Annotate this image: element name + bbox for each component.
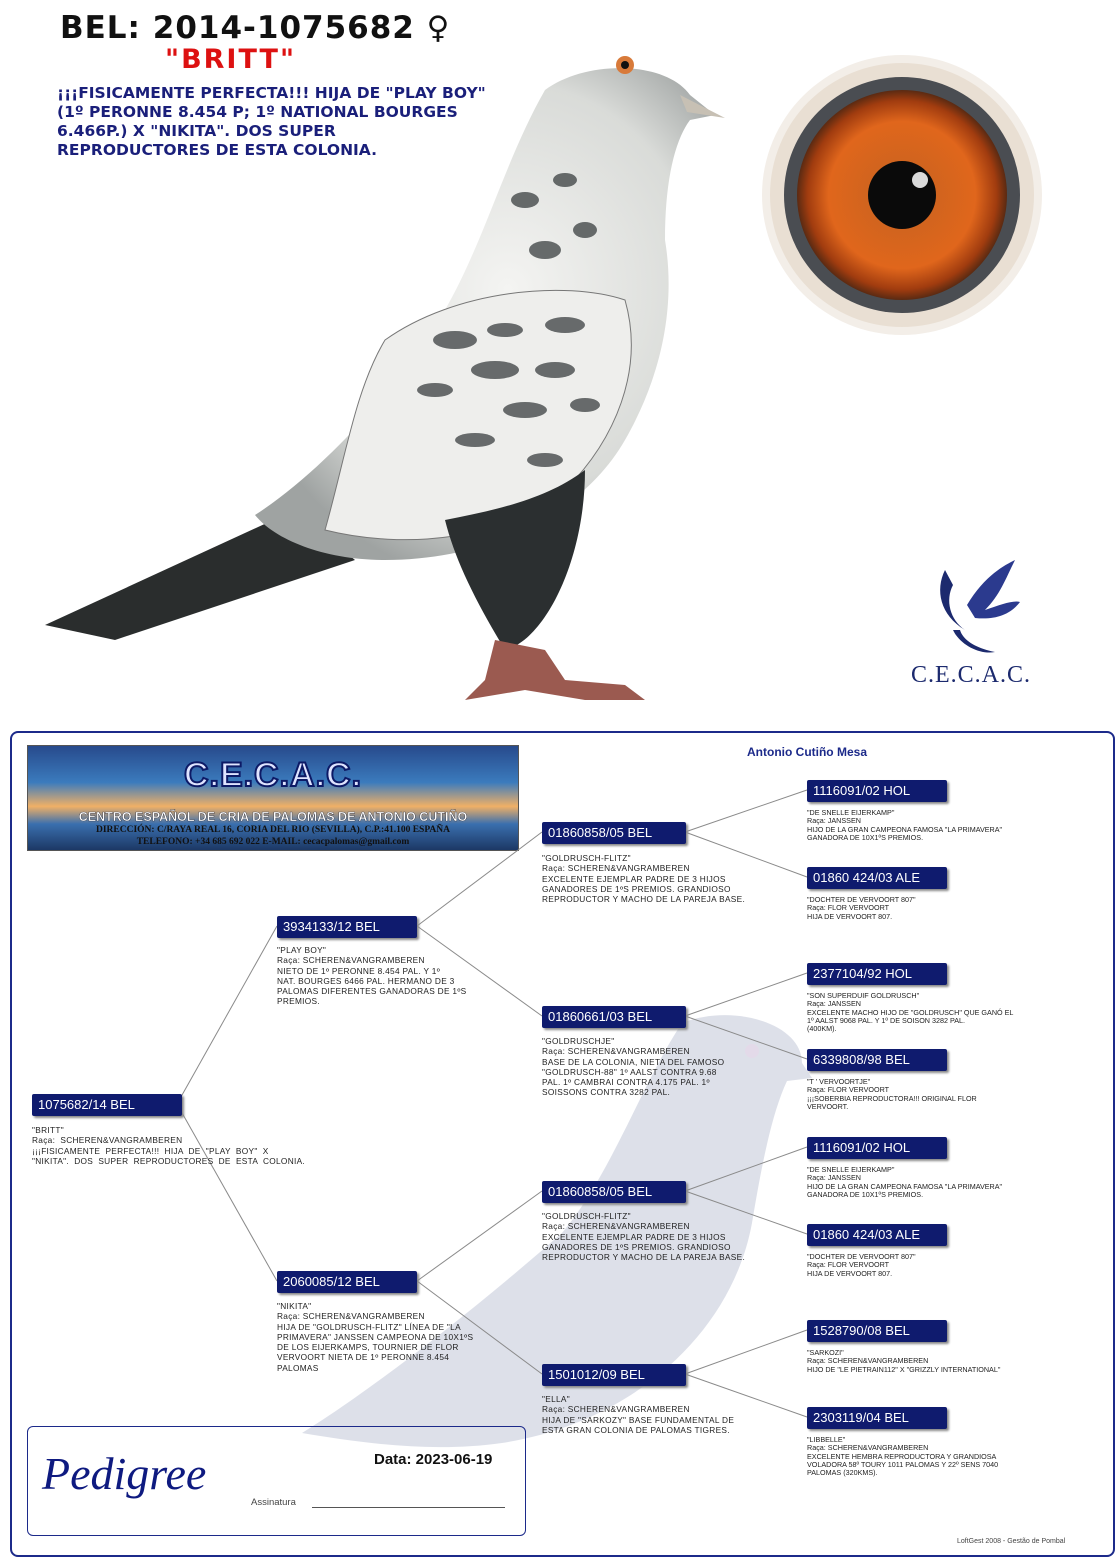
banner-subtitle: CENTRO ESPAÑOL DE CRIA DE PALOMAS DE ANTONIO CUTIÑO <box>78 810 468 824</box>
dsd-ring[interactable]: 01860 424/03 ALE <box>807 1224 947 1246</box>
dove-logo-icon <box>905 560 1045 660</box>
sdd-info: "T ' VERVOORTJE" Raça: FLOR VERVOORT ¡¡¡SOBERBIA REPRODUCTORA!!! ORIGINAL FLOR VERVOORT. <box>807 1077 977 1111</box>
dam-ring[interactable]: 2060085/12 BEL <box>277 1271 417 1293</box>
dss-info: "DE SNELLE EIJERKAMP" Raça: JANSSEN HIJO DE LA GRAN CAMPEONA FAMOSA "LA PRIMAVERA" GANADORA DE 10X1ºS PREMIOS. <box>807 1165 1003 1199</box>
subject-ring[interactable]: 1075682/14 BEL <box>32 1094 182 1116</box>
cecac-logo-text: C.E.C.A.C. <box>911 662 1032 688</box>
banner-contact: TELEFONO: +34 685 692 022 E-MAIL: cecacpalomas@gmail.com <box>136 837 410 847</box>
sds-ring[interactable]: 2377104/92 HOL <box>807 963 947 985</box>
sds-info: "SON SUPERDUIF GOLDRUSCH" Raça: JANSSEN EXCELENTE MACHO HIJO DE "GOLDRUSCH" QUE GANÓ EL 1º AALST 9068 PAL. Y 1º DE SOISON 3282 PAL. (400KM). <box>807 991 1014 1034</box>
dam-dam-ring[interactable]: 1501012/09 BEL <box>542 1364 686 1386</box>
dsd-info: "DOCHTER DE VERVOORT 807" Raça: FLOR VERVOORT HIJA DE VERVOORT 807. <box>807 1252 916 1278</box>
sss-info: "DE SNELLE EIJERKAMP" Raça: JANSSEN HIJO DE LA GRAN CAMPEONA FAMOSA "LA PRIMAVERA" GANADORA DE 10X1ºS PREMIOS. <box>807 808 1003 842</box>
owner-name: Antonio Cutiño Mesa <box>747 745 867 759</box>
bird-name: "BRITT" <box>165 44 297 75</box>
pedigree-date: Data: 2023-06-19 <box>374 1451 493 1468</box>
dds-info: "SARKOZI" Raça: SCHEREN&VANGRAMBEREN HIJO DE "LE PIETRAIN112" X "GRIZZLY INTERNATIONAL" <box>807 1348 1001 1374</box>
signature-box <box>27 1426 526 1536</box>
cecac-logo <box>905 560 1045 700</box>
ssd-ring[interactable]: 01860 424/03 ALE <box>807 867 947 889</box>
software-footer: LoftGest 2008 - Gestão de Pombal <box>957 1538 1066 1545</box>
dds-ring[interactable]: 1528790/08 BEL <box>807 1320 947 1342</box>
sire-ring[interactable]: 3934133/12 BEL <box>277 916 417 938</box>
signature-line[interactable] <box>312 1507 505 1508</box>
banner-address: DIRECCIÓN: C/RAYA REAL 16, CORIA DEL RIO (SEVILLA), C.P.:41.100 ESPAÑA <box>95 825 451 835</box>
dam-dam-info: "ELLA" Raça: SCHEREN&VANGRAMBEREN HIJA DE "SARKOZY" BASE FUNDAMENTAL DE ESTA GRAN COLONIA DE PALOMAS TIGRES. <box>542 1394 735 1435</box>
eye-closeup-photo <box>752 40 1042 340</box>
dam-info: "NIKITA" Raça: SCHEREN&VANGRAMBEREN HIJA DE "GOLDRUSCH-FLITZ" LÍNEA DE "LA PRIMAVERA" JANSSEN CAMPEONA DE 10X1ºS DE LOS EIJERKAMPS, TOURNIER DE FLOR VERVOORT NIETA DE 1º PERONNE 8.454 PALOMAS <box>277 1301 474 1373</box>
pigeon-photo <box>25 40 765 710</box>
ssd-info: "DOCHTER DE VERVOORT 807" Raça: FLOR VERVOORT HIJA DE VERVOORT 807. <box>807 895 916 921</box>
bird-description: ¡¡¡FISICAMENTE PERFECTA!!! HIJA DE "PLAY BOY" (1º PERONNE 8.454 P; 1º NATIONAL BOURGES 6.466P.) X "NIKITA". DOS SUPER REPRODUCTORES DE ESTA COLONIA. <box>57 84 486 159</box>
pedigree-card <box>10 731 1115 1557</box>
dss-ring[interactable]: 1116091/02 HOL <box>807 1137 947 1159</box>
dam-sire-ring[interactable]: 01860858/05 BEL <box>542 1181 686 1203</box>
ddd-info: "LIBBELLE" Raça: SCHEREN&VANGRAMBEREN EXCELENTE HEMBRA REPRODUCTORA Y GRANDIOSA VOLADORA 58º TOURY 1011 PALOMAS Y 22º SENS 7040 PALOMAS (320KMS). <box>807 1435 999 1478</box>
ring-number-title: BEL: 2014-1075682 ♀ <box>60 10 451 46</box>
dam-sire-info: "GOLDRUSCH-FLITZ" Raça: SCHEREN&VANGRAMBEREN EXCELENTE EJEMPLAR PADRE DE 3 HIJOS GANADORES DE 1ºS PREMIOS. GRANDIOSO REPRODUCTOR Y MACHO DE LA PAREJA BASE. <box>542 1211 746 1263</box>
sire-dam-info: "GOLDRUSCHJE" Raça: SCHEREN&VANGRAMBEREN BASE DE LA COLONIA, NIETA DEL FAMOSO "GOLDRUSCH-88" 1º AALST CONTRA 9.68 PAL. 1º CAMBRAI CONTRA 4.175 PAL. 1º SOISSONS CONTRA 3282 PAL. <box>542 1036 725 1098</box>
sss-ring[interactable]: 1116091/02 HOL <box>807 780 947 802</box>
signature-label: Assinatura <box>251 1497 296 1508</box>
sire-dam-ring[interactable]: 01860661/03 BEL <box>542 1006 686 1028</box>
sire-sire-info: "GOLDRUSCH-FLITZ" Raça: SCHEREN&VANGRAMBEREN EXCELENTE EJEMPLAR PADRE DE 3 HIJOS GANADORES DE 1ºS PREMIOS. GRANDIOSO REPRODUCTOR Y MACHO DE LA PAREJA BASE. <box>542 853 746 905</box>
sdd-ring[interactable]: 6339808/98 BEL <box>807 1049 947 1071</box>
pedigree-script-title: Pedigree <box>42 1448 207 1499</box>
subject-info: "BRITT" Raça: SCHEREN&VANGRAMBEREN ¡¡¡FISICAMENTE PERFECTA!!! HIJA DE "PLAY BOY" X "NIKITA". DOS SUPER REPRODUCTORES DE ESTA COLONIA. <box>32 1125 306 1166</box>
sire-sire-ring[interactable]: 01860858/05 BEL <box>542 822 686 844</box>
ddd-ring[interactable]: 2303119/04 BEL <box>807 1407 947 1429</box>
banner-title: C.E.C.A.C. <box>183 756 363 794</box>
sire-info: "PLAY BOY" Raça: SCHEREN&VANGRAMBEREN NIETO DE 1º PERONNE 8.454 PAL. Y 1º NAT. BOURGES 6466 PAL. HERMANO DE 3 PALOMAS DIFERENTES GANADORAS DE 1ºS PREMIOS. <box>277 945 467 1007</box>
